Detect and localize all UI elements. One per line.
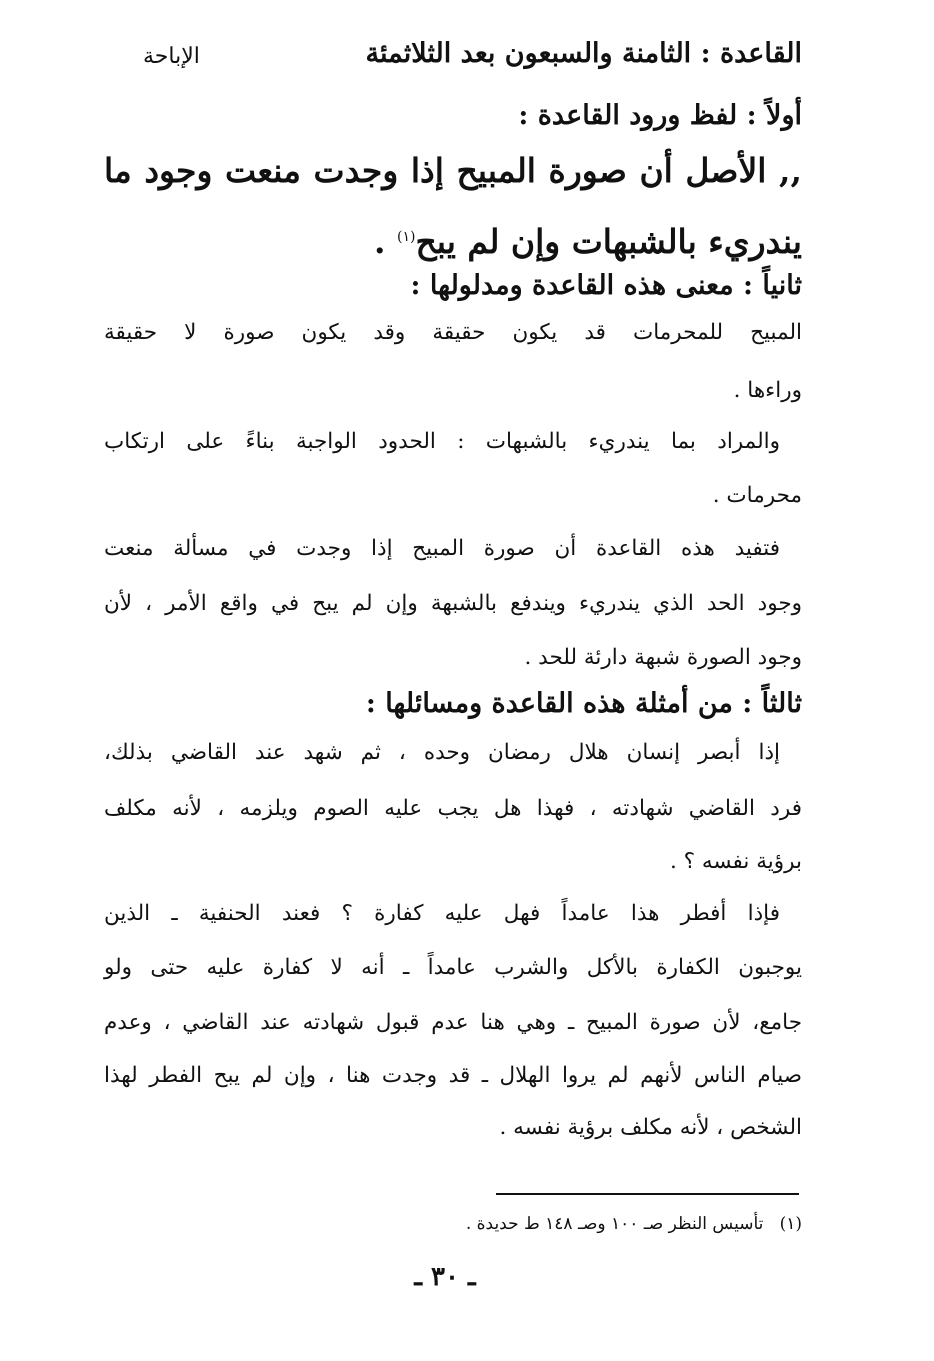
page-header-title: القاعدة : الثامنة والسبعون بعد الثلاثمئة — [365, 38, 802, 69]
paragraph-line: والمراد بما يندريء بالشبهات : الحدود الواجبة بناءً على ارتكاب — [104, 429, 780, 454]
page-header-topic: الإباحة — [143, 44, 200, 69]
section-heading-examples: ثالثاً : من أمثلة هذه القاعدة ومسائلها : — [365, 688, 802, 719]
paragraph-line: برؤية نفسه ؟ . — [669, 849, 802, 874]
section-heading-rule-wording: أولاً : لفظ ورود القاعدة : — [518, 100, 802, 131]
paragraph-line: الشخص ، لأنه مكلف برؤية نفسه . — [499, 1115, 802, 1140]
paragraph-line: جامع، لأن صورة المبيح ـ وهي هنا عدم قبول شهادته عند القاضي ، وعدم — [104, 1010, 802, 1035]
page-number: ـ ٣٠ ـ — [414, 1262, 476, 1292]
paragraph-line: فتفيد هذه القاعدة أن صورة المبيح إذا وجدت في مسألة منعت — [104, 536, 780, 561]
rule-text-line: يندريء بالشبهات وإن لم يبح — [415, 222, 802, 261]
footnote-separator — [496, 1193, 799, 1195]
footnote-text: تأسيس النظر صـ ١٠٠ وصـ ١٤٨ ط حديدة . — [465, 1214, 764, 1234]
section-heading-meaning: ثانياً : معنى هذه القاعدة ومدلولها : — [410, 270, 802, 301]
paragraph-line: المبيح للمحرمات قد يكون حقيقة وقد يكون صورة لا حقيقة — [104, 320, 802, 345]
paragraph-line: وجود الصورة شبهة دارئة للحد . — [524, 645, 802, 670]
paragraph-line: إذا أبصر إنسان هلال رمضان وحده ، ثم شهد عند القاضي بذلك، — [104, 740, 780, 765]
footnote-reference: (١) — [397, 229, 416, 245]
footnote-marker: (١) — [779, 1214, 802, 1234]
paragraph-line: يوجبون الكفارة بالأكل والشرب عامداً ـ أنه لا كفارة عليه حتى ولو — [104, 955, 802, 980]
paragraph-line: فرد القاضي شهادته ، فهذا هل يجب عليه الصوم ويلزمه ، لأنه مكلف — [104, 796, 802, 821]
paragraph-line: وراءها . — [733, 378, 802, 403]
paragraph-line: محرمات . — [712, 483, 802, 508]
paragraph-line: فإذا أفطر هذا عامداً فهل عليه كفارة ؟ فعند الحنفية ـ الذين — [104, 901, 780, 926]
paragraph-line: صيام الناس لأنهم لم يروا الهلال ـ قد وجدت هنا ، وإن لم يبح الفطر لهذا — [104, 1063, 802, 1088]
rule-text-line: ,, الأصل أن صورة المبيح إذا وجدت منعت وجود ما — [104, 151, 802, 190]
paragraph-line: وجود الحد الذي يندريء ويندفع بالشبهة وإن لم يبح في واقع الأمر ، لأن — [104, 591, 802, 616]
footnote — [466, 1214, 802, 1234]
rule-text-line-end — [104, 217, 802, 262]
rule-text-period: . — [374, 222, 397, 261]
